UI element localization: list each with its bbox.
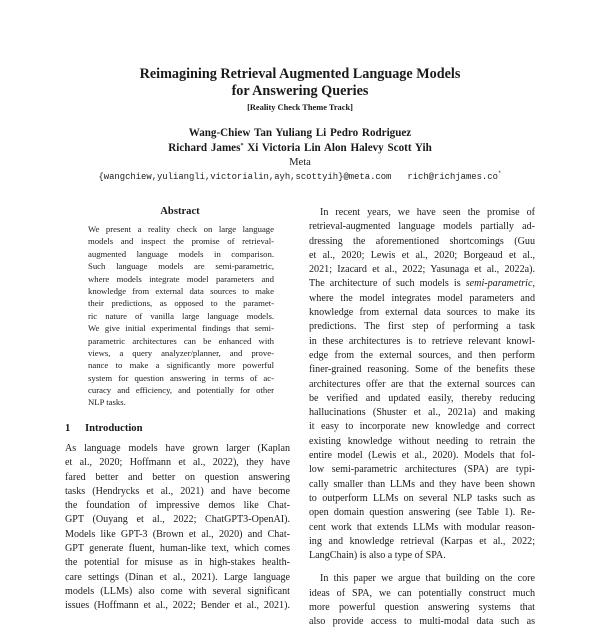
text-line: curacy and efficiency, and potentially for other <box>88 385 274 396</box>
text-line: low semi-parametric architectures (SPA) are typi- <box>309 464 535 476</box>
text-line: tasks (Hendrycks et al., 2021) and have become <box>65 485 290 497</box>
text-line: retrieval-augmented language models partially ad- <box>309 221 535 233</box>
text-line: be verified and updated easily, thereby reducing <box>309 392 535 404</box>
track-label: [Reality Check Theme Track] <box>247 103 353 112</box>
text-line: fared better and better on question answering <box>65 471 290 483</box>
italic-term: semi-parametric <box>465 278 533 290</box>
paper-title-line-2: for Answering Queries <box>231 83 369 99</box>
introduction-body <box>65 442 290 614</box>
text-line: et al., 2020; Lewis et al., 2020; Borgeaud et al., <box>309 249 535 261</box>
authors-line-1: Wang-Chiew Tan Yuliang Li Pedro Rodriguez <box>188 127 412 139</box>
right-column <box>309 206 535 630</box>
abstract-heading: Abstract <box>160 206 200 217</box>
text-line: parametric architectures can be enhanced with <box>88 335 274 346</box>
text-line: We give initial experimental findings that semi- <box>88 323 274 334</box>
author-footnote-mark: * <box>240 143 244 149</box>
section-title: Introduction <box>85 423 143 434</box>
text-line: more powerful question answering systems that <box>309 602 535 614</box>
text-line: edge from the external sources, and then perform <box>309 349 535 361</box>
text-line: GPT (Ouyang et al., 2022; ChatGPT3-OpenAI). <box>65 514 290 526</box>
text-line: ric nature of vanilla large language models. <box>88 310 274 321</box>
text-line: predictions. The first step of performing a task <box>309 321 535 333</box>
text-line: As language models have grown larger (Kaplan <box>65 443 290 454</box>
text-line: issues (Hoffmann et al., 2022; Bender et al., 2021). <box>65 600 290 612</box>
text-line: nance to make a significantly more powerful <box>88 360 274 371</box>
text-line: it easy to incorporate new knowledge and correct <box>309 421 535 433</box>
authors-line-2 <box>0 141 600 155</box>
text-line: LangChain) is also a type of SPA. <box>309 550 446 562</box>
text-line: where the model integrates model parameters and <box>309 292 535 304</box>
text-line: Such language models are semi-parametric, <box>88 261 274 272</box>
text-line: architectures offer are that the external sources can <box>309 378 535 390</box>
text-line: models and inspect the promise of retrieval- <box>88 236 274 247</box>
text-line: entire model (Lewis et al., 2020). Models that fol- <box>309 450 535 462</box>
text-line: the potential for misuse as in high-stakes health- <box>65 557 290 569</box>
text-line: their predictions, as opposed to the paramet- <box>88 298 274 309</box>
text-line: in these architectures is to retrieve relevant knowl- <box>309 335 535 347</box>
email-richard: rich@richjames.co <box>407 172 498 182</box>
text-line: In recent years, we have seen the promise of <box>320 207 535 218</box>
text-line: open domain question answering (see Table 1). Re- <box>309 507 535 519</box>
text-line: GPT generate fluent, human-like text, which comes <box>65 543 290 555</box>
text-line <box>309 277 535 291</box>
text-line: Models like GPT-3 (Brown et al., 2020) and Chat- <box>65 528 290 540</box>
section-heading-introduction <box>65 423 305 434</box>
text-line: NLP tasks. <box>88 397 126 408</box>
text-line: In this paper we argue that building on the core <box>320 573 535 585</box>
text-line: dressing the aforementioned shortcomings (Guu <box>309 235 535 247</box>
text-fragment: The architecture of such models is <box>309 278 466 290</box>
text-fragment: , <box>532 278 535 290</box>
text-line: also provide access to multi-modal data such as <box>309 616 535 628</box>
text-line: system for question answering in terms of ac- <box>88 372 274 383</box>
text-line: where models integrate model parameters and <box>88 273 274 284</box>
text-line: knowledge from external data sources to make <box>88 285 274 296</box>
text-line: cally smaller than LLMs and they have been shown <box>309 478 535 490</box>
text-line: et al., 2020; Hoffmann et al., 2022), they have <box>65 457 290 469</box>
text-line: existing knowledge without needing to retrain the <box>309 435 535 447</box>
text-line: augmented language models in comparison. <box>88 248 274 259</box>
right-paragraph-2 <box>309 572 535 629</box>
author-emails <box>0 172 600 182</box>
affiliation: Meta <box>289 157 311 168</box>
text-line: ideas of SPA, we can potentially construct much <box>309 587 535 599</box>
text-line: to outperform LLMs on several NLP tasks such as <box>309 492 535 504</box>
email-footnote-mark: * <box>497 170 502 177</box>
right-paragraph-1 <box>309 206 535 563</box>
email-group: {wangchiew,yuliangli,victorialin,ayh,scottyih}@meta.com <box>98 172 392 182</box>
authors-line-2-rest: Xi Victoria Lin Alon Halevy Scott Yih <box>243 142 432 154</box>
text-line: knowledge from external data sources to make its <box>309 307 535 319</box>
text-line: ing and knowledge retrieval (Karpas et al., 2022; <box>309 535 535 547</box>
text-line: cent work that extends LLMs with modular reason- <box>309 521 535 533</box>
text-line: the foundation of impressive demos like Chat- <box>65 500 290 512</box>
paper-title-line-1: Reimagining Retrieval Augmented Language Models <box>139 66 461 82</box>
text-line: finer-grained reasoning. Some of the benefits these <box>309 364 535 376</box>
paragraph-gap <box>309 563 535 572</box>
abstract-body <box>88 223 274 409</box>
text-line: hallucinations (Shuster et al., 2021a) and making <box>309 407 535 419</box>
section-number: 1 <box>65 423 71 434</box>
text-line: views, a query analyzer/planner, and prove- <box>88 347 274 358</box>
author-richard-james: Richard James <box>168 142 241 154</box>
text-line: models (LLMs) also come with several significant <box>65 585 290 597</box>
text-line: 2021; Izacard et al., 2022; Yasunaga et al., 2022a). <box>309 264 535 276</box>
text-line: care settings (Dinan et al., 2021). Large language <box>65 571 290 583</box>
text-line: We present a reality check on large language <box>88 224 274 234</box>
